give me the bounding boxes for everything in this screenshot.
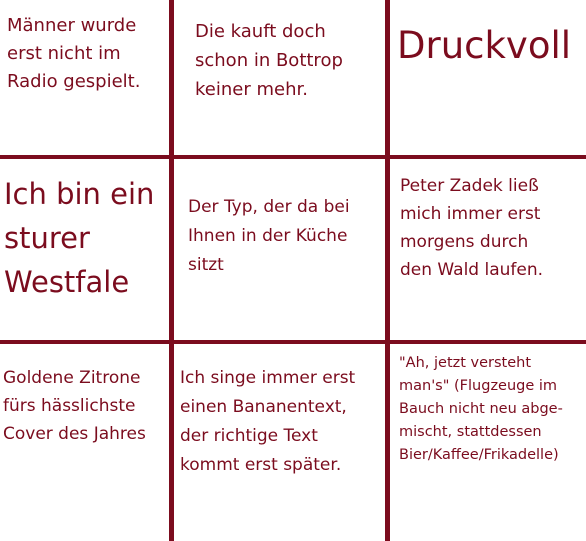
grid-line-horizontal-1 (0, 155, 586, 159)
grid-cell-3-3: "Ah, jetzt versteht man's" (Flugzeuge im Bauch nicht neu abge- mischt, stattdessen Bier/Kaffee/Frikadelle) (399, 355, 563, 463)
grid-cell-2-3: Peter Zadek ließ mich immer erst morgens durch den Wald laufen. (400, 176, 544, 280)
grid-cell-2-2: Der Typ, der da bei Ihnen in der Küche sitzt (188, 197, 350, 275)
grid-line-horizontal-2 (0, 340, 586, 344)
grid-cell-1-2: Die kauft doch schon in Bottrop keiner mehr. (195, 21, 343, 100)
grid-cell-1-3: Druckvoll (397, 24, 572, 67)
grid-line-vertical-1 (169, 0, 174, 541)
grid-line-vertical-2 (385, 0, 390, 541)
grid-cell-2-1: Ich bin ein sturer Westfale (4, 177, 155, 299)
grid-cell-3-1: Goldene Zitrone fürs hässlichste Cover des Jahres (3, 368, 146, 444)
grid-cell-1-1: Männer wurde erst nicht im Radio gespielt. (7, 15, 141, 92)
grid-cell-3-2: Ich singe immer erst einen Bananentext, der richtige Text kommt erst später. (180, 368, 356, 475)
